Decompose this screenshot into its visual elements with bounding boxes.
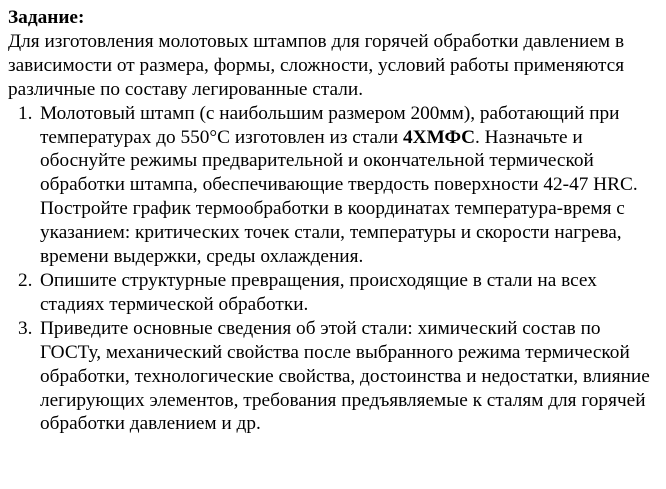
- task-text: Приведите основные сведения об этой стали: химический состав по ГОСТу, механический свойства после выбранного режима термической обработки, технологические свойства, достоинства и недостатки, влияние легирующих элементов, требования предъявляемые к сталям для горячей обработки давлением и др.: [40, 317, 650, 435]
- task-text-part: . Назначьте и обоснуйте режимы предварительной и окончательной термической обработки штампа, обеспечивающие твердость поверхности 42-47 HRC. Постройте график термообработки в координатах температура-время с указанием: критических точек стали, температуры и скорости нагрева, времени выдержки, среды охлаждения.: [40, 126, 638, 268]
- steel-grade: 4ХМФС: [403, 126, 476, 148]
- task-number: 1.: [18, 102, 33, 124]
- assignment-intro: Для изготовления молотовых штампов для горячей обработки давлением в зависимости от размера, формы, сложности, условий работы применяются различные по составу легированные стали.: [8, 30, 625, 100]
- task-item-2: [18, 269, 658, 317]
- task-item-1: [18, 102, 658, 269]
- task-text-part: Молотовый штамп (с наибольшим размером 200мм), работающий при температурах до 550°С изготовлен из стали: [40, 102, 620, 148]
- task-item-3: [18, 317, 658, 437]
- assignment-heading: Задание:: [8, 7, 85, 28]
- task-list: [8, 102, 658, 437]
- task-text: Опишите структурные превращения, происходящие в стали на всех стадиях термической обработки.: [40, 269, 597, 315]
- task-number: 2.: [18, 269, 33, 291]
- task-number: 3.: [18, 317, 33, 339]
